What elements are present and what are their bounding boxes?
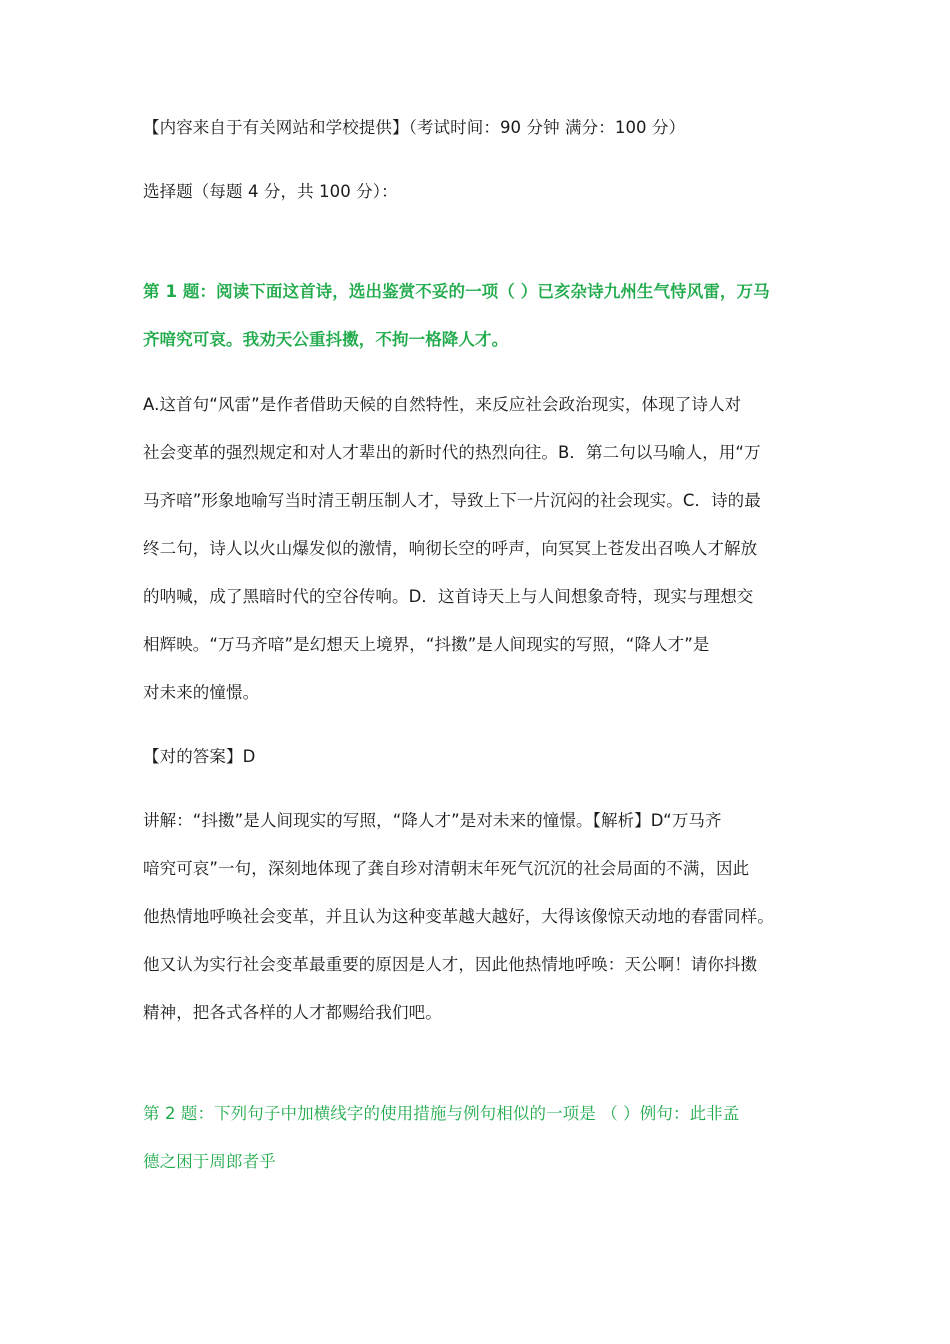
option-line: A.这首句“风雷”是作者借助天候的自然特性，来反应社会政治现实，体现了诗人对 <box>143 395 742 414</box>
exam-source: 【内容来自于有关网站和学校提供】 <box>143 118 409 137</box>
question-1-options <box>143 381 808 717</box>
explanation-line: 喑究可哀”一句，深刻地体现了龚自珍对清朝末年死气沉沉的社会局面的不满，因此 <box>143 859 750 878</box>
question-1-answer: 【对的答案】D <box>143 747 256 766</box>
option-line: 社会变革的强烈规定和对人才辈出的新时代的热烈向往。B．第二句以马喻人，用“万 <box>143 443 761 462</box>
explanation-line: 他热情地呼唤社会变革，并且认为这种变革越大越好，大得该像惊天动地的春雷同样。 <box>143 907 774 926</box>
question-1-explanation <box>143 797 808 1037</box>
exam-header <box>143 104 808 152</box>
explanation-line: 他又认为实行社会变革最重要的原因是人才，因此他热情地呼唤：天公啊！请你抖擞 <box>143 955 758 974</box>
question-2-line: 第 2 题：下列句子中加横线字的使用措施与例句相似的一项是 （ ）例句：此非孟 <box>143 1104 740 1123</box>
question-1-line: 齐喑究可哀。我劝天公重抖擞，不拘一格降人才。 <box>143 330 509 349</box>
option-line: 的呐喊，成了黑暗时代的空谷传响。D．这首诗天上与人间想象奇特，现实与理想交 <box>143 587 754 606</box>
section-title: 选择题（每题 4 分，共 100 分）： <box>143 182 398 201</box>
exam-info: （考试时间：90 分钟 满分：100 分） <box>408 118 686 137</box>
explanation-line: 讲解：“抖擞”是人间现实的写照，“降人才”是对未来的憧憬。【解析】D“万马齐 <box>143 811 722 830</box>
question-1-line: 第 1 题：阅读下面这首诗，选出鉴赏不妥的一项（ ）已亥杂诗九州生气恃风雷，万马 <box>143 282 770 301</box>
option-line: 相辉映。“万马齐喑”是幻想天上境界，“抖擞”是人间现实的写照，“降人才”是 <box>143 635 710 654</box>
option-line: 马齐喑”形象地喻写当时清王朝压制人才，导致上下一片沉闷的社会现实。C．诗的最 <box>143 491 761 510</box>
option-line: 终二句，诗人以火山爆发似的激情，响彻长空的呼声，向冥冥上苍发出召唤人才解放 <box>143 539 758 558</box>
question-2-line: 德之困于周郎者乎 <box>143 1152 276 1171</box>
option-line: 对未来的憧憬。 <box>143 683 260 702</box>
explanation-line: 精神，把各式各样的人才都赐给我们吧。 <box>143 1003 442 1022</box>
question-1-stem <box>143 268 808 364</box>
question-2-stem <box>143 1090 808 1186</box>
